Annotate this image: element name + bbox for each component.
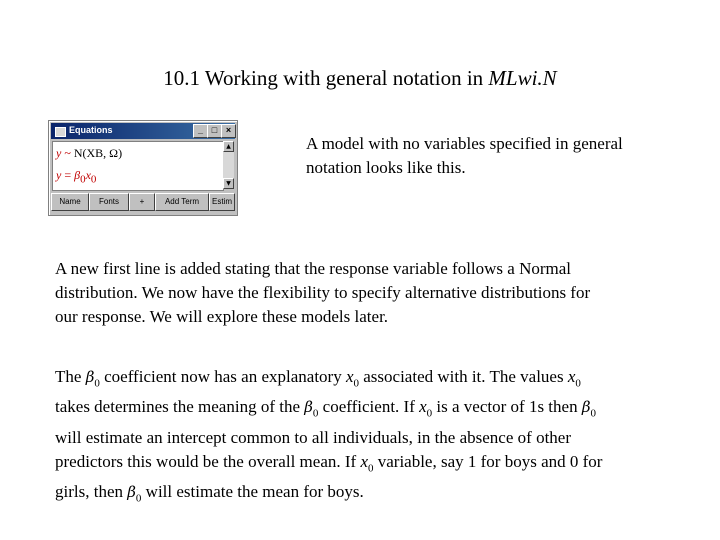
beta-symbol: β: [581, 398, 591, 417]
beta-subscript: 0: [135, 492, 142, 505]
tilde: ~: [64, 146, 71, 160]
equations-window: [48, 120, 238, 216]
slide-title: [0, 66, 720, 91]
beta-symbol: β: [85, 368, 95, 386]
estimates-button[interactable]: Estim: [209, 193, 235, 211]
x-subscript: 0: [353, 377, 359, 390]
window-toolbar: [51, 193, 235, 211]
text-segment: coefficient. If: [318, 397, 420, 417]
text-segment: variable, say 1 for boys and 0 for girls, then: [55, 451, 603, 502]
window-title: Equations: [69, 125, 113, 135]
window-titlebar[interactable]: [51, 123, 235, 139]
text-segment: coefficient now has an explanatory: [99, 367, 346, 386]
response-y: y: [56, 146, 62, 160]
scroll-up-icon[interactable]: ▲: [223, 141, 234, 152]
text-segment: is a vector of 1s then: [432, 397, 582, 417]
text-segment: takes determines the meaning of the: [55, 397, 305, 417]
beta-symbol: β: [74, 168, 81, 182]
fonts-button[interactable]: Fonts: [89, 193, 129, 211]
beta-symbol: β: [127, 483, 136, 502]
equals-sign: =: [64, 168, 72, 182]
side-caption: A model with no variables specified in general notation looks like this.: [306, 134, 623, 177]
x-subscript: 0: [90, 173, 97, 186]
close-button[interactable]: ×: [221, 124, 236, 138]
equation-line-linear-predictor[interactable]: [56, 168, 96, 185]
beta-subscript: 0: [590, 407, 596, 420]
title-prefix: 10.1 Working with general notation in: [163, 66, 489, 90]
x-symbol: x: [345, 367, 354, 386]
scroll-down-icon[interactable]: ▼: [223, 178, 234, 189]
x-symbol: x: [360, 451, 368, 471]
text-segment: will estimate the mean for boys.: [141, 482, 364, 502]
x-symbol: x: [419, 397, 427, 417]
paragraph-coefficient: [55, 365, 615, 511]
beta-subscript: 0: [80, 173, 86, 186]
x-subscript: 0: [575, 377, 581, 390]
minimize-button[interactable]: _: [193, 124, 208, 138]
maximize-button[interactable]: □: [207, 124, 222, 138]
text-segment: will estimate an intercept common to all individuals, in the absence of other predictors this would be the overall mean. If: [55, 427, 571, 471]
equation-line-distribution[interactable]: [56, 146, 122, 161]
beta-symbol: β: [304, 398, 313, 417]
name-button[interactable]: Name: [51, 193, 89, 211]
text-segment: The: [55, 367, 86, 386]
x-subscript: 0: [367, 462, 374, 475]
equation-display[interactable]: [52, 141, 224, 191]
beta-subscript: 0: [312, 407, 319, 420]
vertical-scrollbar[interactable]: [223, 141, 234, 189]
window-app-icon: [55, 127, 66, 137]
x-symbol: x: [567, 367, 576, 386]
text-segment: associated with it. The values: [359, 367, 568, 386]
distribution: N(XB, Ω): [73, 146, 123, 160]
paragraph-distribution: A new first line is added stating that the response variable follows a Normal distribution. We now have the flexibility to specify alternative distributions for our response. We will explore these models later.: [55, 259, 591, 326]
add-term-button[interactable]: Add Term: [155, 193, 209, 211]
response-y-2: y: [56, 168, 62, 182]
beta-subscript: 0: [94, 377, 100, 390]
x-subscript: 0: [426, 407, 433, 420]
x-symbol: x: [85, 168, 91, 182]
plus-button[interactable]: +: [129, 193, 155, 211]
title-software: MLwi.N: [488, 66, 557, 90]
